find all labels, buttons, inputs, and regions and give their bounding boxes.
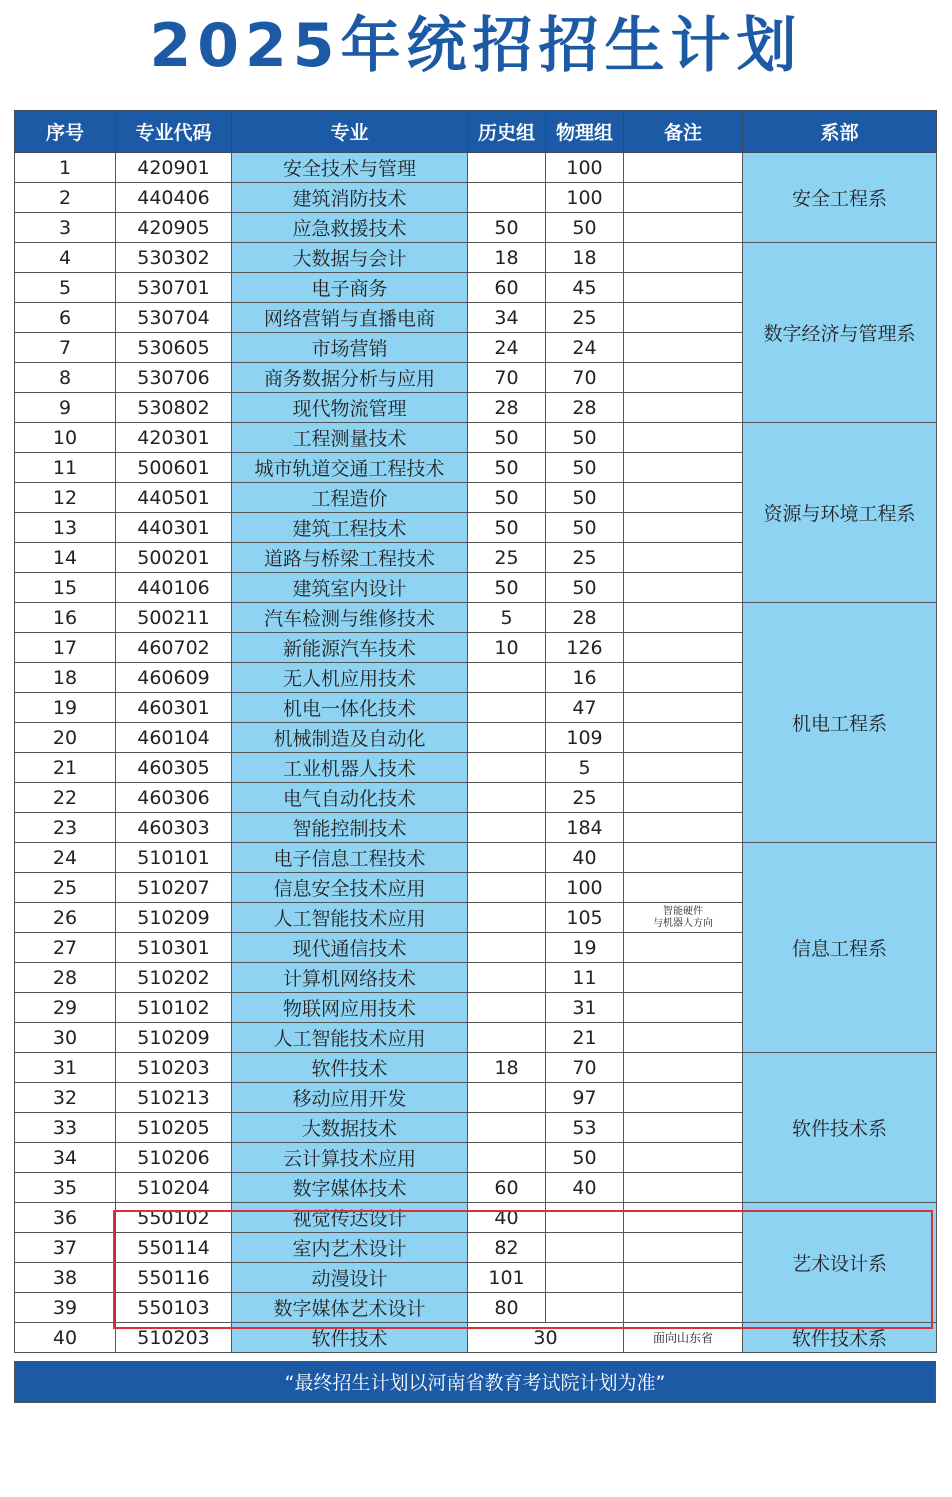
physics-quota: 100	[546, 153, 624, 183]
department-name: 艺术设计系	[743, 1203, 937, 1323]
remark	[624, 903, 743, 933]
major-code: 530706	[116, 363, 232, 393]
major-name: 大数据技术	[232, 1113, 468, 1143]
major-code: 440106	[116, 573, 232, 603]
major-name: 信息安全技术应用	[232, 873, 468, 903]
physics-quota: 18	[546, 243, 624, 273]
physics-quota: 28	[546, 393, 624, 423]
physics-quota: 70	[546, 363, 624, 393]
major-name: 电子商务	[232, 273, 468, 303]
remark	[624, 873, 743, 903]
header-note: 备注	[624, 111, 743, 153]
major-name: 工程造价	[232, 483, 468, 513]
major-name: 数字媒体艺术设计	[232, 1293, 468, 1323]
major-code: 420301	[116, 423, 232, 453]
row-number: 38	[15, 1263, 116, 1293]
remark-line: 智能硬件	[663, 905, 703, 917]
major-name: 人工智能技术应用	[232, 1023, 468, 1053]
major-code: 510207	[116, 873, 232, 903]
history-quota: 50	[468, 453, 546, 483]
physics-quota: 11	[546, 963, 624, 993]
remark	[624, 513, 743, 543]
major-code: 420905	[116, 213, 232, 243]
history-quota: 34	[468, 303, 546, 333]
table-row	[15, 1203, 937, 1233]
major-code: 510101	[116, 843, 232, 873]
history-quota: 50	[468, 573, 546, 603]
remark	[624, 813, 743, 843]
major-code: 510209	[116, 1023, 232, 1053]
department-name: 软件技术系	[743, 1323, 937, 1353]
major-code: 510301	[116, 933, 232, 963]
physics-quota: 70	[546, 1053, 624, 1083]
row-number: 26	[15, 903, 116, 933]
major-code: 550103	[116, 1293, 232, 1323]
physics-quota: 25	[546, 543, 624, 573]
history-quota	[468, 1143, 546, 1173]
major-code: 460702	[116, 633, 232, 663]
remark	[624, 783, 743, 813]
history-quota: 50	[468, 513, 546, 543]
history-quota: 50	[468, 213, 546, 243]
history-quota	[468, 783, 546, 813]
major-name: 汽车检测与维修技术	[232, 603, 468, 633]
major-code: 510205	[116, 1113, 232, 1143]
row-number: 10	[15, 423, 116, 453]
row-number: 2	[15, 183, 116, 213]
major-name: 建筑消防技术	[232, 183, 468, 213]
table-row	[15, 243, 937, 273]
physics-quota: 126	[546, 633, 624, 663]
major-code: 500601	[116, 453, 232, 483]
major-name: 安全技术与管理	[232, 153, 468, 183]
major-code: 530302	[116, 243, 232, 273]
major-name: 工业机器人技术	[232, 753, 468, 783]
department-name: 数字经济与管理系	[743, 243, 937, 423]
row-number: 13	[15, 513, 116, 543]
major-code: 550102	[116, 1203, 232, 1233]
row-number: 5	[15, 273, 116, 303]
row-number: 12	[15, 483, 116, 513]
remark	[624, 453, 743, 483]
history-quota: 50	[468, 423, 546, 453]
history-quota: 40	[468, 1203, 546, 1233]
remark	[624, 363, 743, 393]
row-number: 17	[15, 633, 116, 663]
remark	[624, 963, 743, 993]
row-number: 21	[15, 753, 116, 783]
history-quota	[468, 693, 546, 723]
history-quota	[468, 903, 546, 933]
row-number: 19	[15, 693, 116, 723]
remark	[624, 843, 743, 873]
history-quota	[468, 963, 546, 993]
major-code: 460303	[116, 813, 232, 843]
table-row	[15, 153, 937, 183]
major-name: 道路与桥梁工程技术	[232, 543, 468, 573]
physics-quota: 24	[546, 333, 624, 363]
major-name: 软件技术	[232, 1053, 468, 1083]
row-number: 39	[15, 1293, 116, 1323]
row-number: 27	[15, 933, 116, 963]
history-quota: 101	[468, 1263, 546, 1293]
history-quota: 5	[468, 603, 546, 633]
history-quota: 70	[468, 363, 546, 393]
history-quota: 50	[468, 483, 546, 513]
history-quota: 60	[468, 1173, 546, 1203]
major-name: 市场营销	[232, 333, 468, 363]
combined-quota: 30	[468, 1323, 624, 1353]
page-title: 2025年统招招生计划	[149, 11, 803, 81]
major-name: 无人机应用技术	[232, 663, 468, 693]
history-quota	[468, 753, 546, 783]
row-number: 6	[15, 303, 116, 333]
row-number: 15	[15, 573, 116, 603]
remark	[624, 393, 743, 423]
remark	[624, 933, 743, 963]
remark	[624, 1263, 743, 1293]
remark	[624, 993, 743, 1023]
major-code: 500211	[116, 603, 232, 633]
remark	[624, 723, 743, 753]
major-code: 440501	[116, 483, 232, 513]
major-code: 510202	[116, 963, 232, 993]
row-number: 1	[15, 153, 116, 183]
header-no: 序号	[15, 111, 116, 153]
major-code: 550114	[116, 1233, 232, 1263]
row-number: 36	[15, 1203, 116, 1233]
major-code: 440301	[116, 513, 232, 543]
history-quota	[468, 1113, 546, 1143]
history-quota: 18	[468, 243, 546, 273]
header-code: 专业代码	[116, 111, 232, 153]
physics-quota: 25	[546, 783, 624, 813]
history-quota: 25	[468, 543, 546, 573]
physics-quota: 53	[546, 1113, 624, 1143]
remark	[624, 603, 743, 633]
remark	[624, 483, 743, 513]
table-row	[15, 423, 937, 453]
row-number: 37	[15, 1233, 116, 1263]
remark	[624, 633, 743, 663]
table-row	[15, 1323, 937, 1353]
remark: 面向山东省	[624, 1323, 743, 1353]
row-number: 35	[15, 1173, 116, 1203]
department-name: 信息工程系	[743, 843, 937, 1053]
physics-quota	[546, 1263, 624, 1293]
row-number: 3	[15, 213, 116, 243]
remark	[624, 1053, 743, 1083]
physics-quota: 25	[546, 303, 624, 333]
department-name: 资源与环境工程系	[743, 423, 937, 603]
physics-quota: 40	[546, 1173, 624, 1203]
major-name: 室内艺术设计	[232, 1233, 468, 1263]
major-code: 530701	[116, 273, 232, 303]
physics-quota: 16	[546, 663, 624, 693]
row-number: 33	[15, 1113, 116, 1143]
history-quota	[468, 873, 546, 903]
remark	[624, 1143, 743, 1173]
physics-quota: 47	[546, 693, 624, 723]
physics-quota	[546, 1203, 624, 1233]
remark	[624, 273, 743, 303]
row-number: 7	[15, 333, 116, 363]
physics-quota: 50	[546, 453, 624, 483]
history-quota	[468, 1023, 546, 1053]
header-department: 系部	[743, 111, 937, 153]
history-quota: 24	[468, 333, 546, 363]
history-quota	[468, 1083, 546, 1113]
physics-quota	[546, 1293, 624, 1323]
physics-quota: 50	[546, 573, 624, 603]
major-code: 510203	[116, 1053, 232, 1083]
remark	[624, 543, 743, 573]
row-number: 20	[15, 723, 116, 753]
major-name: 智能控制技术	[232, 813, 468, 843]
remark	[624, 303, 743, 333]
table-row	[15, 603, 937, 633]
major-name: 计算机网络技术	[232, 963, 468, 993]
major-name: 机械制造及自动化	[232, 723, 468, 753]
major-code: 530704	[116, 303, 232, 333]
major-code: 460609	[116, 663, 232, 693]
physics-quota: 19	[546, 933, 624, 963]
physics-quota: 184	[546, 813, 624, 843]
physics-quota: 5	[546, 753, 624, 783]
major-code: 510209	[116, 903, 232, 933]
history-quota: 28	[468, 393, 546, 423]
enrollment-plan-table	[14, 110, 937, 1353]
major-name: 视觉传达设计	[232, 1203, 468, 1233]
major-code: 460306	[116, 783, 232, 813]
major-name: 网络营销与直播电商	[232, 303, 468, 333]
major-name: 物联网应用技术	[232, 993, 468, 1023]
row-number: 18	[15, 663, 116, 693]
physics-quota: 105	[546, 903, 624, 933]
physics-quota: 28	[546, 603, 624, 633]
remark	[624, 1203, 743, 1233]
history-quota	[468, 183, 546, 213]
major-code: 510204	[116, 1173, 232, 1203]
remark	[624, 333, 743, 363]
major-name: 现代通信技术	[232, 933, 468, 963]
row-number: 29	[15, 993, 116, 1023]
major-code: 420901	[116, 153, 232, 183]
header-major: 专业	[232, 111, 468, 153]
major-name: 电气自动化技术	[232, 783, 468, 813]
row-number: 22	[15, 783, 116, 813]
physics-quota: 50	[546, 483, 624, 513]
major-name: 建筑工程技术	[232, 513, 468, 543]
row-number: 4	[15, 243, 116, 273]
remark	[624, 693, 743, 723]
major-name: 建筑室内设计	[232, 573, 468, 603]
major-name: 应急救援技术	[232, 213, 468, 243]
major-name: 软件技术	[232, 1323, 468, 1353]
history-quota	[468, 933, 546, 963]
department-name: 软件技术系	[743, 1053, 937, 1203]
remark	[624, 663, 743, 693]
major-name: 工程测量技术	[232, 423, 468, 453]
remark	[624, 753, 743, 783]
major-name: 电子信息工程技术	[232, 843, 468, 873]
row-number: 23	[15, 813, 116, 843]
physics-quota: 50	[546, 1143, 624, 1173]
physics-quota: 50	[546, 213, 624, 243]
remark	[624, 1233, 743, 1263]
physics-quota: 45	[546, 273, 624, 303]
row-number: 16	[15, 603, 116, 633]
major-code: 510102	[116, 993, 232, 1023]
remark	[624, 1023, 743, 1053]
history-quota: 80	[468, 1293, 546, 1323]
physics-quota: 50	[546, 513, 624, 543]
physics-quota: 97	[546, 1083, 624, 1113]
history-quota	[468, 813, 546, 843]
department-name: 安全工程系	[743, 153, 937, 243]
physics-quota	[546, 1233, 624, 1263]
row-number: 11	[15, 453, 116, 483]
history-quota	[468, 153, 546, 183]
major-name: 新能源汽车技术	[232, 633, 468, 663]
history-quota	[468, 663, 546, 693]
remark-line: 与机器人方向	[653, 917, 713, 929]
row-number: 34	[15, 1143, 116, 1173]
footer-notice: “最终招生计划以河南省教育考试院计划为准”	[14, 1361, 936, 1403]
remark	[624, 1113, 743, 1143]
history-quota: 60	[468, 273, 546, 303]
major-name: 数字媒体技术	[232, 1173, 468, 1203]
physics-quota: 100	[546, 873, 624, 903]
history-quota: 10	[468, 633, 546, 663]
physics-quota: 100	[546, 183, 624, 213]
physics-quota: 31	[546, 993, 624, 1023]
major-name: 大数据与会计	[232, 243, 468, 273]
major-code: 530802	[116, 393, 232, 423]
header-history: 历史组	[468, 111, 546, 153]
history-quota	[468, 843, 546, 873]
table-header-row	[15, 111, 937, 153]
major-code: 500201	[116, 543, 232, 573]
row-number: 28	[15, 963, 116, 993]
physics-quota: 109	[546, 723, 624, 753]
major-code: 530605	[116, 333, 232, 363]
major-code: 510203	[116, 1323, 232, 1353]
remark	[624, 213, 743, 243]
history-quota: 18	[468, 1053, 546, 1083]
history-quota	[468, 723, 546, 753]
header-physics: 物理组	[546, 111, 624, 153]
major-name: 商务数据分析与应用	[232, 363, 468, 393]
major-code: 550116	[116, 1263, 232, 1293]
physics-quota: 50	[546, 423, 624, 453]
remark	[624, 183, 743, 213]
major-name: 现代物流管理	[232, 393, 468, 423]
major-name: 人工智能技术应用	[232, 903, 468, 933]
major-name: 云计算技术应用	[232, 1143, 468, 1173]
row-number: 40	[15, 1323, 116, 1353]
physics-quota: 21	[546, 1023, 624, 1053]
major-name: 机电一体化技术	[232, 693, 468, 723]
department-name: 机电工程系	[743, 603, 937, 843]
row-number: 25	[15, 873, 116, 903]
major-name: 动漫设计	[232, 1263, 468, 1293]
row-number: 8	[15, 363, 116, 393]
row-number: 24	[15, 843, 116, 873]
table-row	[15, 1053, 937, 1083]
major-code: 460301	[116, 693, 232, 723]
remark	[624, 243, 743, 273]
row-number: 9	[15, 393, 116, 423]
remark	[624, 423, 743, 453]
remark	[624, 1173, 743, 1203]
major-code: 440406	[116, 183, 232, 213]
major-code: 510213	[116, 1083, 232, 1113]
major-code: 510206	[116, 1143, 232, 1173]
table-row	[15, 843, 937, 873]
major-name: 移动应用开发	[232, 1083, 468, 1113]
row-number: 14	[15, 543, 116, 573]
major-code: 460305	[116, 753, 232, 783]
remark	[624, 153, 743, 183]
remark	[624, 573, 743, 603]
remark	[624, 1293, 743, 1323]
history-quota: 82	[468, 1233, 546, 1263]
row-number: 30	[15, 1023, 116, 1053]
major-code: 460104	[116, 723, 232, 753]
physics-quota: 40	[546, 843, 624, 873]
major-name: 城市轨道交通工程技术	[232, 453, 468, 483]
row-number: 31	[15, 1053, 116, 1083]
row-number: 32	[15, 1083, 116, 1113]
history-quota	[468, 993, 546, 1023]
remark	[624, 1083, 743, 1113]
